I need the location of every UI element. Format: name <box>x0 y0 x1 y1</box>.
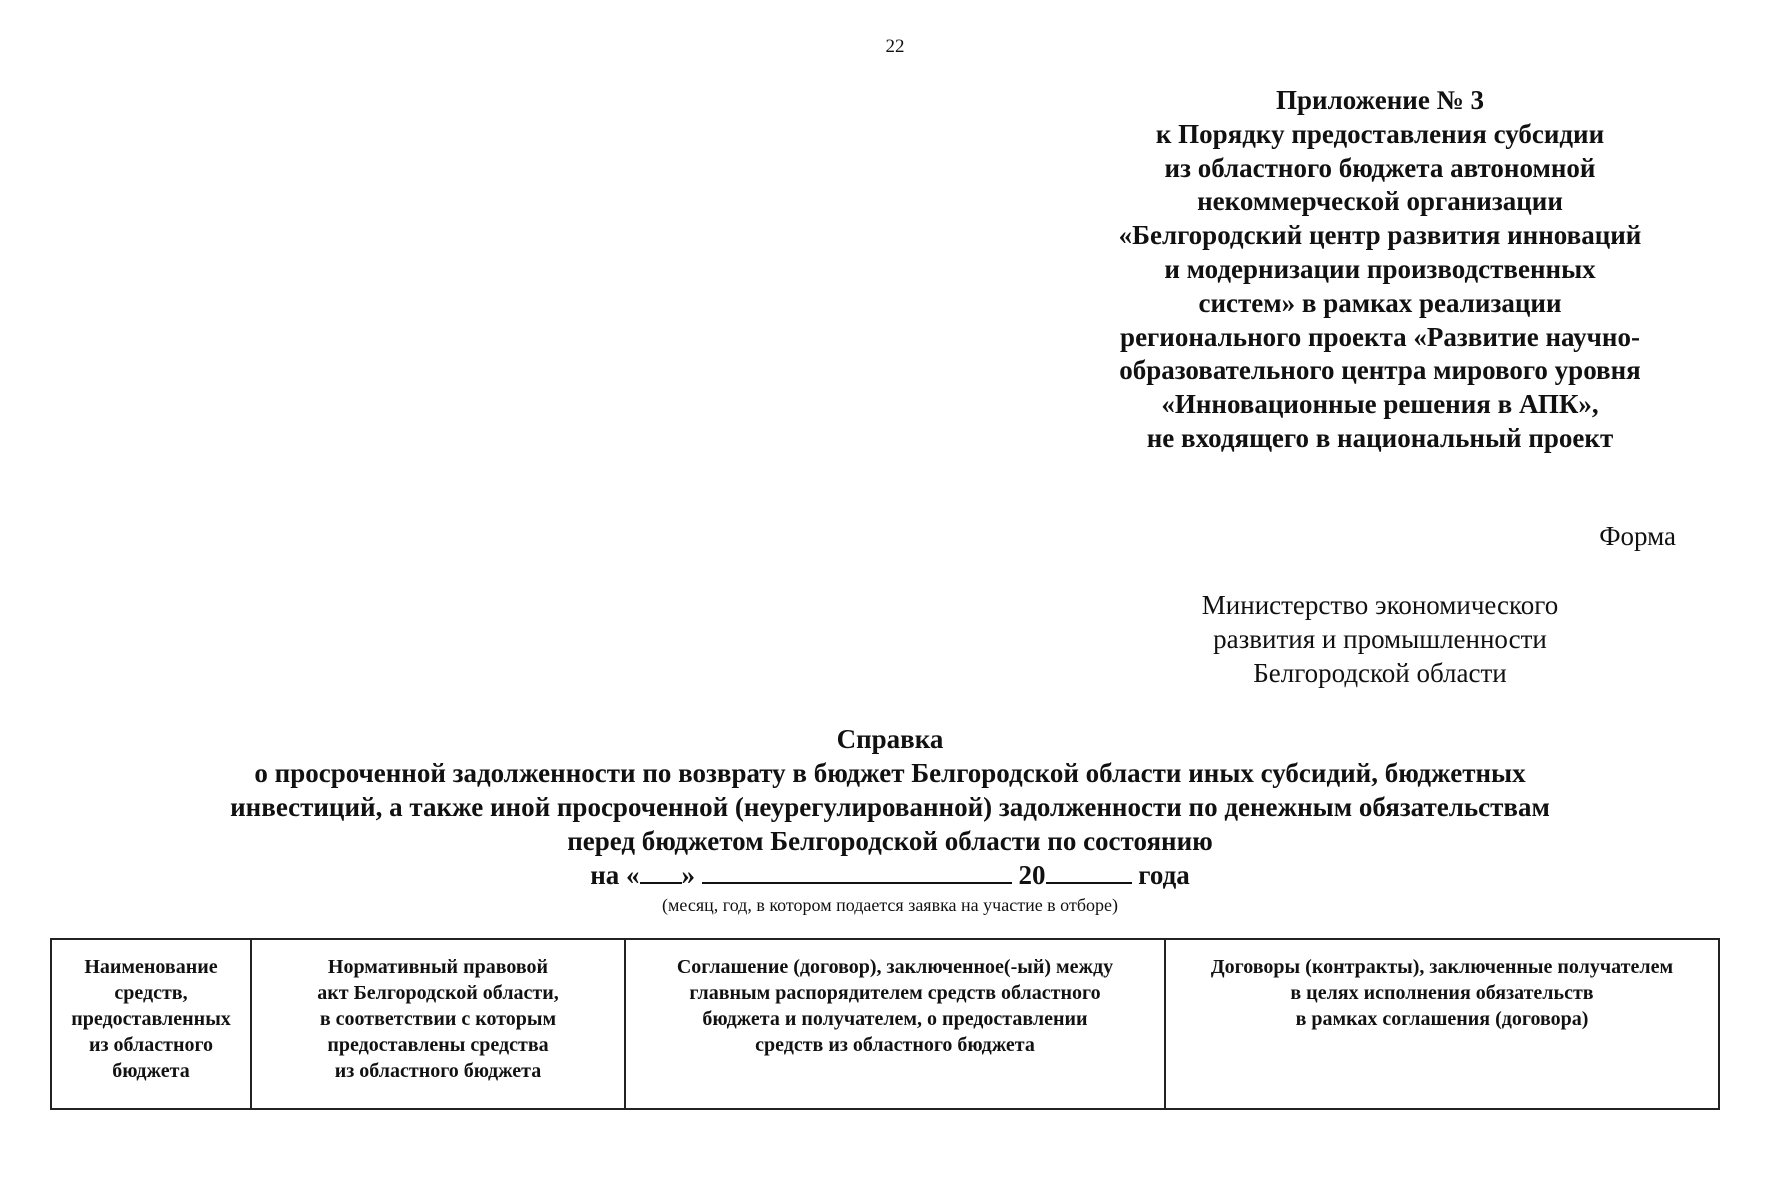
date-quote-close: » <box>681 860 696 890</box>
header-cell-contracts: Договоры (контракты), заключенные получателем в целях исполнения обязательств в рамках соглашения (договора) <box>1165 939 1719 1109</box>
page-number: 22 <box>885 36 905 57</box>
appendix-line: регионального проекта «Развитие научно- <box>1120 321 1640 352</box>
document-title: Справка <box>836 724 944 754</box>
appendix-line: «Инновационные решения в АПК», <box>1161 389 1599 420</box>
appendix-line: «Белгородский центр развития инноваций <box>1118 220 1642 251</box>
addressee-line: Белгородской области <box>1253 658 1507 688</box>
appendix-line: систем» в рамках реализации <box>1198 287 1562 318</box>
document-heading <box>0 722 1773 858</box>
document-subtitle-line: инвестиций, а также иной просроченной (неурегулированной) задолженности по денежным обязательствам <box>230 792 1550 822</box>
document-subtitle-line: перед бюджетом Белгородской области по состоянию <box>567 826 1213 856</box>
appendix-line: образовательного центра мирового уровня <box>1119 355 1641 386</box>
appendix-line: Приложение № 3 <box>1276 85 1484 115</box>
document-subtitle-line: о просроченной задолженности по возврату в бюджет Белгородской области иных субсидий, бюджетных <box>254 758 1526 788</box>
form-label: Форма <box>1599 521 1676 551</box>
header-cell-funds-name: Наименование средств, предоставленных из областного бюджета <box>51 939 251 1109</box>
header-cell-legal-act: Нормативный правовой акт Белгородской области, в соответствии с которым предоставлены средства из областного бюджета <box>251 939 625 1109</box>
header-cell-agreement: Соглашение (договор), заключенное(-ый) между главным распорядителем средств областного бюджета и получателем, о предоставлении средств из областного бюджета <box>625 939 1165 1109</box>
appendix-line: не входящего в национальный проект <box>1146 422 1614 453</box>
day-blank[interactable] <box>640 858 682 884</box>
appendix-line: из областного бюджета автономной <box>1164 152 1596 183</box>
year-blank[interactable] <box>1046 858 1132 884</box>
month-blank[interactable] <box>702 858 1012 884</box>
date-line <box>0 858 1773 892</box>
date-hint: (месяц, год, в котором подается заявка на участие в отборе) <box>662 895 1118 915</box>
addressee-block <box>1140 588 1620 690</box>
date-suffix: года <box>1138 860 1190 890</box>
addressee-line: развития и промышленности <box>1213 624 1547 654</box>
appendix-line: и модернизации производственных <box>1164 253 1596 284</box>
addressee-line: Министерство экономического <box>1201 590 1559 620</box>
appendix-line: некоммерческой организации <box>1197 186 1563 217</box>
report-table <box>50 938 1720 1110</box>
appendix-header <box>1080 84 1680 456</box>
appendix-line: к Порядку предоставления субсидии <box>1155 118 1605 149</box>
table-header-row <box>51 939 1719 1109</box>
date-prefix: на « <box>590 860 640 890</box>
year-prefix: 20 <box>1018 860 1046 890</box>
